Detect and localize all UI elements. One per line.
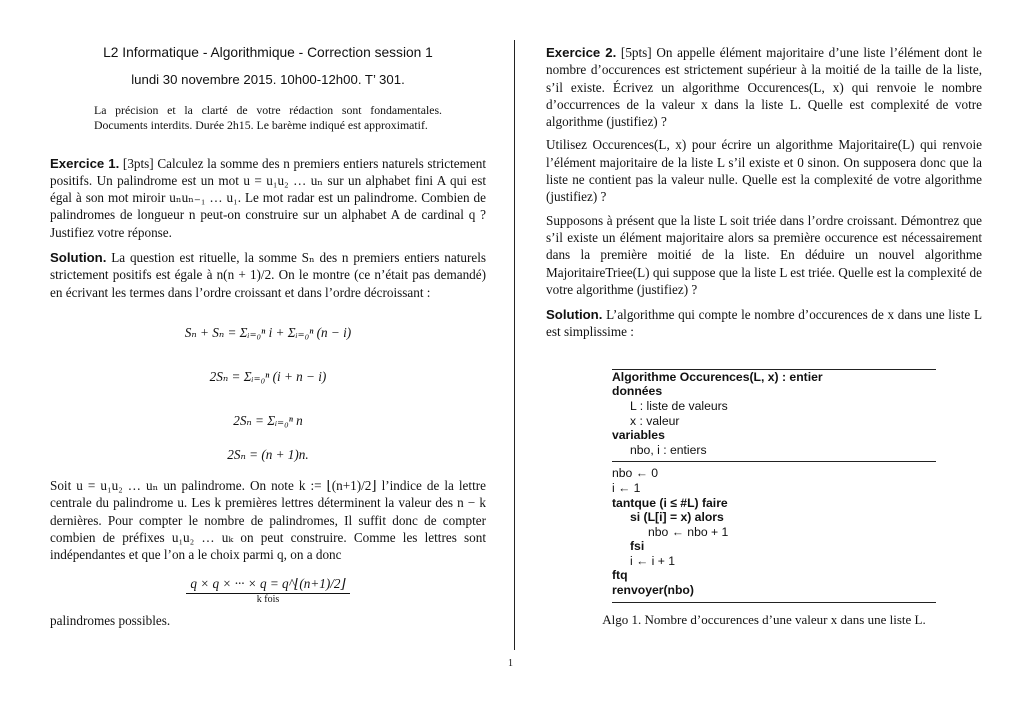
equation-line: 2Sₙ = Σᵢ₌₀ⁿ (i + n − i) <box>209 368 327 384</box>
algo-line: i ← i + 1 <box>630 553 676 568</box>
algo-data-1: L : liste de valeurs <box>630 398 728 413</box>
solution-1-label: Solution. <box>50 250 107 266</box>
exercise-1-text: [3pts] Calculez la somme des n premiers entiers naturels strictement positifs. Un palindrome est un mot u = u₁u₂ … uₙ sur un alphabet fini A qui est égal à son mot miroir uₙuₙ₋₁ … u₁. Le mot radar est un palindrome. Combien de palindromes de longueur n peut-on construire sur un alphabet A de cardinal q ? Justifiez votre réponse. <box>50 155 486 240</box>
algo-line: ftq <box>612 568 628 583</box>
right-column <box>546 44 982 628</box>
algo-var-1: nbo, i : entiers <box>630 442 707 457</box>
algo-data-2: x : valeur <box>630 413 680 428</box>
solution-1-text: La question est rituelle, la somme Sₙ des n premiers entiers naturels strictement positifs est égale à n(n + 1)/2. On le montre (ce n’était pas demandé) en écrivant les termes dans l’ordre croissant et dans l’ordre décroissant : <box>50 250 487 300</box>
solution-2-label: Solution. <box>546 307 603 323</box>
exercise-2-text: [5pts] On appelle élément majoritaire d’une liste l’élément dont le nombre d’occurences est strictement supérieur à la moitié de la taille de la liste, s’il existe. Écrivez un algorithme Occurences(L, x) qui renvoie le nombre d’occurrences de la valeur x dans la liste L. Quelle est complexité de votre algorithme (justifiez) ? <box>546 45 982 130</box>
algo-donnees: données <box>612 384 663 399</box>
product-equation <box>50 575 486 605</box>
exercise-2-p3: Supposons à présent que la liste L soit triée dans l’ordre croissant. Démontrez que s’il existe un élément majoritaire alors sa première occurence est nécessairement dans la première moitié de la liste. En déduire un nouvel algorithme MajoritaireTriee(L) qui suppose que la liste L est triée. Quelle est la complexité de votre algorithme (justifiez) ? <box>546 212 982 297</box>
algo-variables: variables <box>612 428 665 443</box>
product-underbrace-label: k fois <box>256 593 280 605</box>
exercise-1-label: Exercice 1. <box>50 155 120 171</box>
algo-line: i ← 1 <box>612 480 641 495</box>
solution-2-text: L’algorithme qui compte le nombre d’occurences de x dans une liste L est simplissime : <box>546 307 983 340</box>
equation-line: 2Sₙ = Σᵢ₌₀ⁿ n <box>233 412 303 428</box>
exercise-2-p1 <box>546 44 982 130</box>
page-number: 1 <box>508 658 513 669</box>
algo-separator <box>612 461 936 462</box>
equation-line: 2Sₙ = (n + 1)n. <box>227 446 309 462</box>
exam-note: La précision et la clarté de votre rédaction sont fondamentales. Documents interdits. Durée 2h15. Le barème indiqué est approximatif. <box>94 102 442 132</box>
solution-1 <box>50 249 486 301</box>
sum-equations <box>50 311 486 467</box>
palindromes-conclusion: palindromes possibles. <box>50 612 171 628</box>
algo-line: tantque (i ≤ #L) faire <box>612 495 728 510</box>
exercise-2-label: Exercice 2. <box>546 45 617 60</box>
algo-line: si (L[i] = x) alors <box>630 510 724 525</box>
column-divider <box>514 40 515 650</box>
equation-line: Sₙ + Sₙ = Σᵢ₌₀ⁿ i + Σᵢ₌₀ⁿ (n − i) <box>184 324 352 340</box>
exercise-2-p2: Utilisez Occurences(L, x) pour écrire un algorithme Majoritaire(L) qui renvoie l’élément majoritaire de la liste L s’il existe et 0 sinon. On supposera donc que la liste ne contient pas la valeur nulle. Quelle est la complexité de votre algorithme (justifiez) ? <box>546 137 982 205</box>
exercise-1 <box>50 155 486 241</box>
algo-line: renvoyer(nbo) <box>612 583 694 598</box>
left-column <box>50 44 486 629</box>
algo-header: Algorithme Occurences(L, x) : entier <box>612 369 823 384</box>
algo-line: nbo ← 0 <box>612 466 659 481</box>
algorithm-box <box>612 369 936 603</box>
palindrome-paragraph: Soit u = u₁u₂ … uₙ un palindrome. On note k := ⌊(n+1)/2⌋ l’indice de la lettre centrale du palindrome u. Les k premières lettres déterminent la valeur des n − k dernières. Pour compter le nombre de palindromes, Il suffit donc de compter combien de préfixes u₁u₂ … uₖ on peut construire. Comme les lettres sont indépendantes et que l’on a le choix parmi q, on a donc <box>50 477 486 563</box>
solution-2 <box>546 306 982 341</box>
algorithm-caption: Algo 1. Nombre d’occurences d’une valeur x dans une liste L. <box>602 611 926 627</box>
algo-line: fsi <box>630 539 645 554</box>
algo-line: nbo ← nbo + 1 <box>648 524 729 539</box>
document-title: L2 Informatique - Algorithmique - Correction session 1 <box>103 45 433 60</box>
document-date: lundi 30 novembre 2015. 10h00-12h00. T’ 301. <box>131 72 405 88</box>
product-formula: q × q × ··· × q = q^⌊(n+1)/2⌋ <box>186 575 349 593</box>
